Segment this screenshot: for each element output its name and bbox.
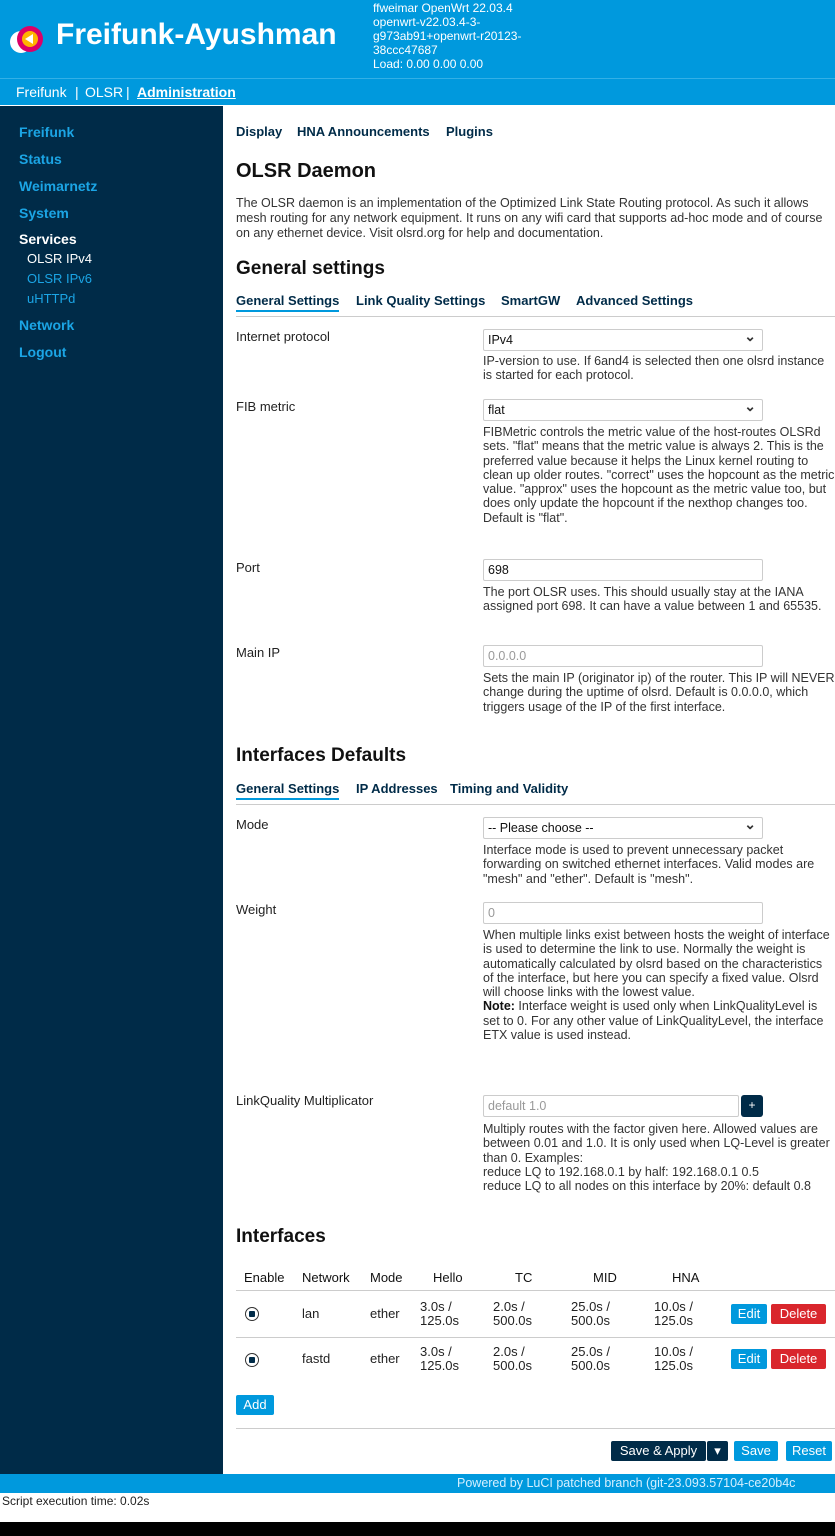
- row-mid-line: 500.0s: [571, 1313, 611, 1328]
- sidebar-item-freifunk[interactable]: Freifunk: [19, 124, 75, 140]
- sidebar-item-services[interactable]: Services: [19, 231, 77, 247]
- lq-mult-example: reduce LQ to 192.168.0.1 by half: 192.168.0.1 0.5: [483, 1164, 759, 1179]
- row-tc-line: 500.0s: [493, 1313, 533, 1328]
- mode-select[interactable]: -- Please choose -- ⌄: [483, 817, 763, 839]
- tab-general-settings[interactable]: General Settings: [236, 293, 339, 312]
- port-label: Port: [236, 560, 260, 575]
- lq-mult-desc: [483, 1122, 835, 1193]
- fib-metric-select[interactable]: flat ⌄: [483, 399, 763, 421]
- row-hello-line: 3.0s /: [420, 1299, 452, 1314]
- col-network: Network: [302, 1270, 350, 1285]
- main-ip-input[interactable]: 0.0.0.0: [483, 645, 763, 667]
- port-desc: The port OLSR uses. This should usually stay at the IANA assigned port 698. It can have a value between 1 and 65535.: [483, 585, 822, 614]
- save-button[interactable]: Save: [734, 1441, 778, 1461]
- weight-desc-text: When multiple links exist between hosts the weight of interface is used to determine the link to use. Normally the weight is automatically calculated by olsrd based on the characteristics of the interface, but here you can specify a fixed value. Olsrd will choose links with the lowest value.: [483, 928, 830, 1000]
- bottom-bar: [0, 1522, 835, 1536]
- sidebar-item-network[interactable]: Network: [19, 317, 75, 333]
- edit-button[interactable]: Edit: [731, 1349, 767, 1369]
- row-tc: [493, 1300, 532, 1328]
- row-hello-line: 125.0s: [420, 1313, 460, 1328]
- sysinfo-line: 38ccc47687: [373, 43, 438, 57]
- tab-ip-addresses[interactable]: IP Addresses: [356, 781, 438, 796]
- table-divider: [236, 1290, 835, 1291]
- row-hna-line: 10.0s /: [654, 1344, 694, 1359]
- footer: [0, 1474, 835, 1493]
- row-hello-line: 3.0s /: [420, 1344, 452, 1359]
- sidebar-item-olsr-ipv6[interactable]: OLSR IPv6: [27, 271, 93, 286]
- lq-mult-label: LinkQuality Multiplicator: [236, 1093, 374, 1108]
- topnav-olsr[interactable]: OLSR: [85, 84, 124, 100]
- sidebar-item-status[interactable]: Status: [19, 151, 62, 167]
- tab-timing-validity[interactable]: Timing and Validity: [450, 781, 569, 796]
- row-hello: [420, 1300, 459, 1328]
- brand-title[interactable]: Freifunk-Ayushman: [56, 18, 337, 51]
- tab-advanced-settings[interactable]: Advanced Settings: [576, 293, 694, 308]
- sidebar-item-uhttpd[interactable]: uHTTPd: [27, 291, 76, 306]
- row-mid-line: 25.0s /: [571, 1299, 611, 1314]
- delete-button[interactable]: Delete: [771, 1349, 826, 1369]
- row-mode: ether: [370, 1351, 400, 1366]
- row-hello-line: 125.0s: [420, 1358, 460, 1373]
- general-tabbar: [236, 293, 835, 317]
- row-hna: [654, 1300, 693, 1328]
- footer-powered-by[interactable]: Powered by LuCI patched branch (git-23.093.57104-ce20b4c: [457, 1476, 796, 1490]
- sidebar-item-system[interactable]: System: [19, 205, 69, 221]
- sidebar-item-weimarnetz[interactable]: Weimarnetz: [19, 178, 98, 194]
- row-hna-line: 125.0s: [654, 1358, 694, 1373]
- main-ip-desc: Sets the main IP (originator ip) of the router. This IP will NEVER change during the uptime of olsrd. Default is 0.0.0.0, which triggers usage of the IP of the first interface.: [483, 671, 835, 714]
- ifdefaults-tabbar: [236, 781, 835, 805]
- sidebar-item-logout[interactable]: Logout: [19, 344, 67, 360]
- sidebar-item-olsr-ipv4[interactable]: OLSR IPv4: [27, 251, 93, 266]
- topnav-separator: |: [75, 84, 79, 100]
- tab-link-quality-settings[interactable]: Link Quality Settings: [356, 293, 486, 308]
- page-title: OLSR Daemon: [236, 160, 377, 182]
- subnav-plugins[interactable]: Plugins: [446, 124, 493, 139]
- row-mid: [571, 1345, 610, 1373]
- row-mid-line: 25.0s /: [571, 1344, 611, 1359]
- script-execution-time: Script execution time: 0.02s: [2, 1494, 150, 1508]
- lq-mult-desc-text: Multiply routes with the factor given here. Allowed values are between 0.01 and 1.0. It is only used when LQ-Level is greater than 0. Examples:: [483, 1122, 830, 1165]
- row-mode: ether: [370, 1306, 400, 1321]
- sysinfo-line: openwrt-v22.03.4-3-: [373, 15, 481, 29]
- row-mid: [571, 1300, 610, 1328]
- col-hna: HNA: [672, 1270, 700, 1285]
- interfaces-defaults-heading: Interfaces Defaults: [236, 745, 407, 766]
- reset-button[interactable]: Reset: [786, 1441, 832, 1461]
- tab-smartgw[interactable]: SmartGW: [501, 293, 561, 308]
- row-tc-line: 500.0s: [493, 1358, 533, 1373]
- row-hello: [420, 1345, 459, 1373]
- header: [0, 0, 835, 78]
- internet-protocol-label: Internet protocol: [236, 329, 330, 344]
- col-enable: Enable: [244, 1270, 285, 1285]
- mode-desc: Interface mode is used to prevent unnecessary packet forwarding on switched ethernet interfaces. Valid modes are "mesh" and "ether". Default is "mesh".: [483, 843, 815, 886]
- row-tc-line: 2.0s /: [493, 1299, 525, 1314]
- main-ip-label: Main IP: [236, 645, 281, 660]
- col-hello: Hello: [433, 1270, 463, 1285]
- weight-note-label: Note:: [483, 999, 515, 1014]
- col-mid: MID: [593, 1270, 617, 1285]
- col-tc: TC: [515, 1270, 533, 1285]
- sysinfo-load: Load: 0.00 0.00 0.00: [373, 57, 484, 71]
- row-tc: [493, 1345, 532, 1373]
- add-interface-button[interactable]: Add: [236, 1395, 274, 1415]
- col-mode: Mode: [370, 1270, 403, 1285]
- top-nav: [0, 78, 835, 105]
- port-input[interactable]: 698: [483, 559, 763, 581]
- row-hna: [654, 1345, 693, 1373]
- save-apply-dropdown-icon[interactable]: ▾: [707, 1441, 728, 1461]
- interfaces-heading: Interfaces: [236, 1226, 326, 1247]
- lq-mult-add-button[interactable]: +: [741, 1095, 763, 1117]
- enable-checkbox-fastd[interactable]: [245, 1353, 259, 1367]
- row-mid-line: 500.0s: [571, 1358, 611, 1373]
- row-network: fastd: [302, 1351, 331, 1366]
- lq-mult-input[interactable]: default 1.0: [483, 1095, 739, 1117]
- actions-divider: [236, 1428, 835, 1429]
- row-network: lan: [302, 1306, 320, 1321]
- weight-input[interactable]: 0: [483, 902, 763, 924]
- internet-protocol-desc: IP-version to use. If 6and4 is selected then one olsrd instance is started for each protocol.: [483, 354, 825, 383]
- row-tc-line: 2.0s /: [493, 1344, 525, 1359]
- topnav-freifunk[interactable]: Freifunk: [16, 84, 67, 100]
- edit-button[interactable]: Edit: [731, 1304, 767, 1324]
- general-settings-heading: General settings: [236, 258, 385, 279]
- intro-text: The OLSR daemon is an implementation of the Optimized Link State Routing protocol. As such it allows mesh routing for any network equipment. It runs on any wifi card that supports ad-hoc mode and of course on any ethernet device. Visit olsrd.org for help and documentation.: [236, 196, 823, 240]
- table-divider: [236, 1337, 835, 1338]
- fib-metric-label: FIB metric: [236, 399, 296, 414]
- system-info: [373, 1, 521, 71]
- row-hna-line: 125.0s: [654, 1313, 694, 1328]
- topnav-separator: |: [126, 84, 130, 100]
- lq-mult-example: reduce LQ to all nodes on this interface by 20%: default 0.8: [483, 1179, 811, 1194]
- weight-label: Weight: [236, 902, 277, 917]
- mode-label: Mode: [236, 817, 269, 832]
- sysinfo-line: ffweimar OpenWrt 22.03.4: [373, 1, 513, 15]
- sidebar: [0, 106, 223, 1474]
- enable-checkbox-lan[interactable]: [245, 1307, 259, 1321]
- tab-if-general-settings[interactable]: General Settings: [236, 781, 339, 800]
- subnav-display[interactable]: Display: [236, 124, 283, 139]
- sysinfo-line: g973ab91+openwrt-r20123-: [373, 29, 522, 43]
- row-hna-line: 10.0s /: [654, 1299, 694, 1314]
- weight-note-text: Interface weight is used only when LinkQualityLevel is set to 0. For any other value of LinkQualityLevel, the interface ETX value is used instead.: [483, 999, 824, 1043]
- delete-button[interactable]: Delete: [771, 1304, 826, 1324]
- internet-protocol-select[interactable]: IPv4 ⌄: [483, 329, 763, 351]
- weight-desc: [483, 928, 835, 1042]
- subnav-hna-announcements[interactable]: HNA Announcements: [297, 124, 430, 139]
- topnav-administration[interactable]: Administration: [137, 84, 236, 100]
- fib-metric-desc: FIBMetric controls the metric value of the host-routes OLSRd sets. "flat" means that the metric value is always 2. This is the preferred value because it helps the Linux kernel routing to clean up older routes. "correct" uses the hopcount as the metric value. "approx" uses the hopcount as the metric value too, but does only update the hopcount if the nexthop changes too. Default is "flat".: [483, 425, 835, 525]
- save-apply-button[interactable]: Save & Apply: [611, 1441, 706, 1461]
- freifunk-logo-icon: [8, 22, 44, 58]
